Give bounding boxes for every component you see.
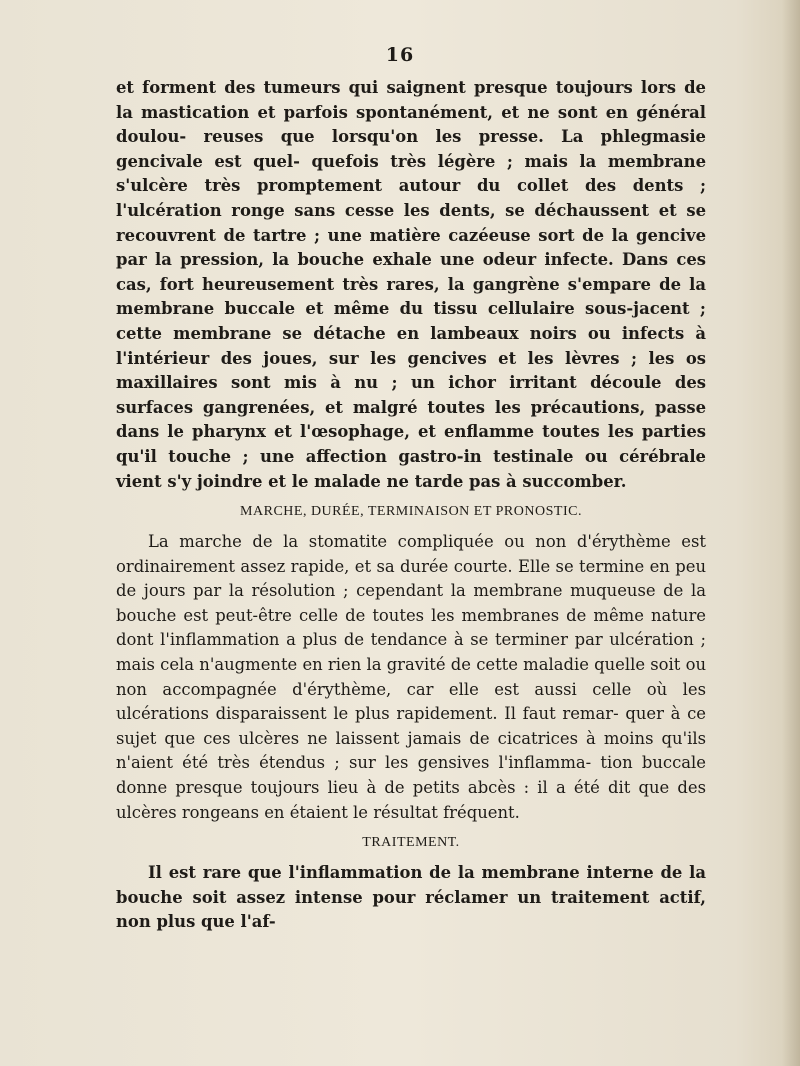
section-heading-treatment: TRAITEMENT. xyxy=(362,835,460,851)
paragraph-symptoms: et forment des tumeurs qui saignent presque toujours lors de la mastication et parfois spontanément, et ne sont en général doulou- reuses que lorsqu'on les presse. La phlegmasie gencivale est quel- quefois très légère ; mais la membrane s'ulcère très promptement autour du collet des dents ; l'ulcération ronge sans cesse les dents, se déchaussent et se recouvrent de tartre ; une matière cazéeuse sort de la gencive par la pression, la bouche exhale une odeur infecte. Dans ces cas, fort heureusement très rares, la gangrène s'empare de la membrane buccale et même du tissu cellulaire sous-jacent ; cette membrane se détache en lambeaux noirs ou infects à l'intérieur des joues, sur les gencives et les lèvres ; les os maxillaires sont mis à nu ; un ichor irritant découle des surfaces gangrenées, et malgré toutes les précautions, passe dans le pharynx et l'œsophage, et enflamme toutes les parties qu'il touche ; une affection gastro-in testinale ou cérébrale vient s'y joindre et le malade ne tarde pas à succomber. xyxy=(116,78,706,491)
body-text xyxy=(116,76,706,935)
paragraph-progression: La marche de la stomatite compliquée ou non d'érythème est ordinairement assez rapide, et sa durée courte. Elle se termine en peu de jours par la résolution ; cependant la membrane muqueuse de la bouche est peut-être celle de toutes les membranes de même nature dont l'inflammation a plus de tendance à se terminer par ulcération ; mais cela n'augmente en rien la gravité de cette maladie quelle soit ou non accompagnée d'érythème, car elle est aussi celle où les ulcérations disparaissent le plus rapidement. Il faut remar- quer à ce sujet que ces ulcères ne laissent jamais de cicatrices à moins qu'ils n'aient été très étendus ; sur les gensives l'inflamma- tion buccale donne presque toujours lieu à de petits abcès : il a été dit que des ulcères rongeans en étaient le résultat fréquent. xyxy=(116,532,707,822)
page-edge-shadow xyxy=(782,0,800,1066)
section-heading-progression: MARCHE, DURÉE, TERMINAISON ET PRONOSTIC. xyxy=(240,504,582,520)
page-number: 16 xyxy=(385,44,415,66)
paragraph-treatment: Il est rare que l'inflammation de la membrane interne de la bouche soit assez intense pour réclamer un traitement actif, non plus que l'af- xyxy=(116,863,706,932)
